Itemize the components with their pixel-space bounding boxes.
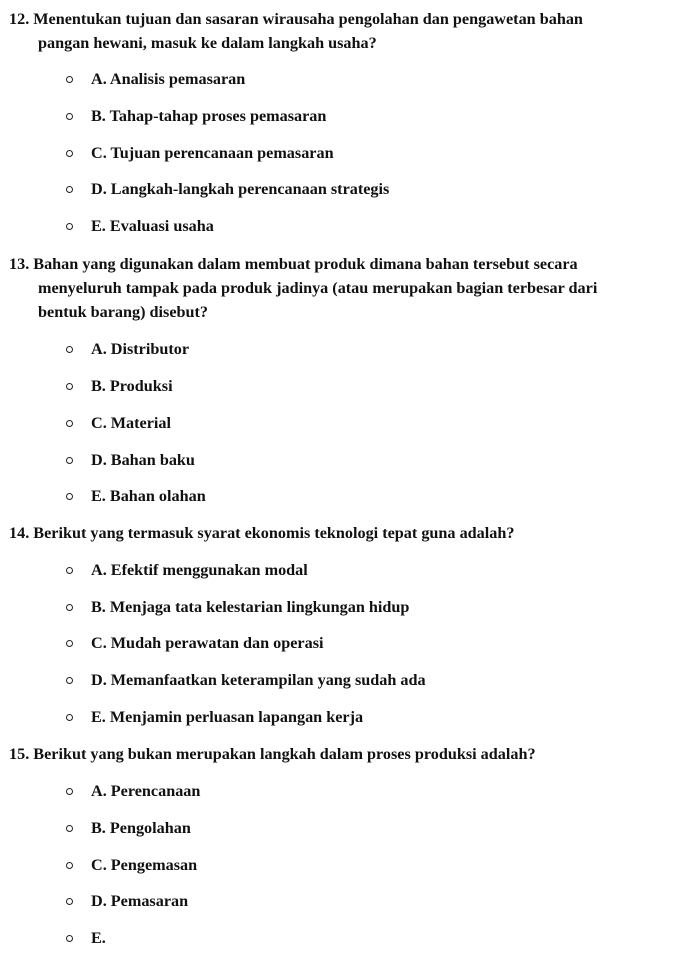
option-12a[interactable] xyxy=(66,67,245,91)
option-13e[interactable] xyxy=(66,484,206,508)
option-label: C. Material xyxy=(91,414,172,432)
option-12d[interactable] xyxy=(66,177,389,201)
option-15e[interactable] xyxy=(66,926,106,950)
option-14e[interactable] xyxy=(66,705,363,729)
radio-circle-icon[interactable] xyxy=(66,714,73,721)
radio-circle-icon[interactable] xyxy=(66,825,73,832)
option-15b[interactable] xyxy=(66,816,191,840)
radio-circle-icon[interactable] xyxy=(66,457,73,464)
option-15c[interactable] xyxy=(66,853,197,877)
option-14d[interactable] xyxy=(66,668,426,692)
option-label: C. Pengemasan xyxy=(91,856,198,874)
radio-circle-icon[interactable] xyxy=(66,420,73,427)
option-label: E. Bahan olahan xyxy=(91,487,206,505)
option-13a[interactable] xyxy=(66,337,189,361)
option-label: C. Mudah perawatan dan operasi xyxy=(91,634,324,652)
option-label: B. Pengolahan xyxy=(91,819,191,837)
radio-circle-icon[interactable] xyxy=(66,567,73,574)
radio-circle-icon[interactable] xyxy=(66,150,73,157)
option-label: E. xyxy=(91,929,106,947)
question-text: menyeluruh tampak pada produk jadinya (atau merupakan bagian terbesar dari xyxy=(38,279,598,297)
radio-circle-icon[interactable] xyxy=(66,604,73,611)
radio-circle-icon[interactable] xyxy=(66,493,73,500)
radio-circle-icon[interactable] xyxy=(66,788,73,795)
question-12 xyxy=(9,7,681,55)
question-text: pangan hewani, masuk ke dalam langkah usaha? xyxy=(38,34,377,52)
radio-circle-icon[interactable] xyxy=(66,640,73,647)
option-13d[interactable] xyxy=(66,448,195,472)
question-15 xyxy=(9,742,681,766)
option-12c[interactable] xyxy=(66,141,334,165)
option-label: B. Menjaga tata kelestarian lingkungan hidup xyxy=(91,598,410,616)
question-text: 12. Menentukan tujuan dan sasaran wirausaha pengolahan dan pengawetan bahan xyxy=(9,10,583,28)
option-label: D. Bahan baku xyxy=(91,451,195,469)
option-12b[interactable] xyxy=(66,104,326,128)
question-text: 13. Bahan yang digunakan dalam membuat produk dimana bahan tersebut secara xyxy=(9,255,578,273)
question-text: bentuk barang) disebut? xyxy=(38,303,209,321)
option-14a[interactable] xyxy=(66,558,308,582)
option-13b[interactable] xyxy=(66,374,173,398)
option-label: A. Perencanaan xyxy=(91,782,201,800)
option-14b[interactable] xyxy=(66,595,409,619)
question-13 xyxy=(9,252,681,324)
option-label: C. Tujuan perencanaan pemasaran xyxy=(91,144,334,162)
radio-circle-icon[interactable] xyxy=(66,346,73,353)
radio-circle-icon[interactable] xyxy=(66,862,73,869)
radio-circle-icon[interactable] xyxy=(66,935,73,942)
radio-circle-icon[interactable] xyxy=(66,76,73,83)
radio-circle-icon[interactable] xyxy=(66,677,73,684)
option-15d[interactable] xyxy=(66,889,188,913)
radio-circle-icon[interactable] xyxy=(66,223,73,230)
radio-circle-icon[interactable] xyxy=(66,113,73,120)
option-label: A. Distributor xyxy=(91,340,190,358)
question-text: 15. Berikut yang bukan merupakan langkah dalam proses produksi adalah? xyxy=(9,745,536,763)
option-label: D. Langkah-langkah perencanaan strategis xyxy=(91,180,390,198)
option-label: B. Produksi xyxy=(91,377,173,395)
option-label: D. Pemasaran xyxy=(91,892,189,910)
question-14 xyxy=(9,521,681,545)
option-label: A. Efektif menggunakan modal xyxy=(91,561,308,579)
radio-circle-icon[interactable] xyxy=(66,186,73,193)
option-label: D. Memanfaatkan keterampilan yang sudah ada xyxy=(91,671,426,689)
question-text: 14. Berikut yang termasuk syarat ekonomis teknologi tepat guna adalah? xyxy=(9,524,515,542)
option-label: A. Analisis pemasaran xyxy=(91,70,246,88)
radio-circle-icon[interactable] xyxy=(66,898,73,905)
option-label: E. Evaluasi usaha xyxy=(91,217,214,235)
radio-circle-icon[interactable] xyxy=(66,383,73,390)
option-label: E. Menjamin perluasan lapangan kerja xyxy=(91,708,364,726)
option-13c[interactable] xyxy=(66,411,171,435)
option-15a[interactable] xyxy=(66,779,200,803)
option-label: B. Tahap-tahap proses pemasaran xyxy=(91,107,327,125)
option-14c[interactable] xyxy=(66,631,324,655)
option-12e[interactable] xyxy=(66,214,214,238)
